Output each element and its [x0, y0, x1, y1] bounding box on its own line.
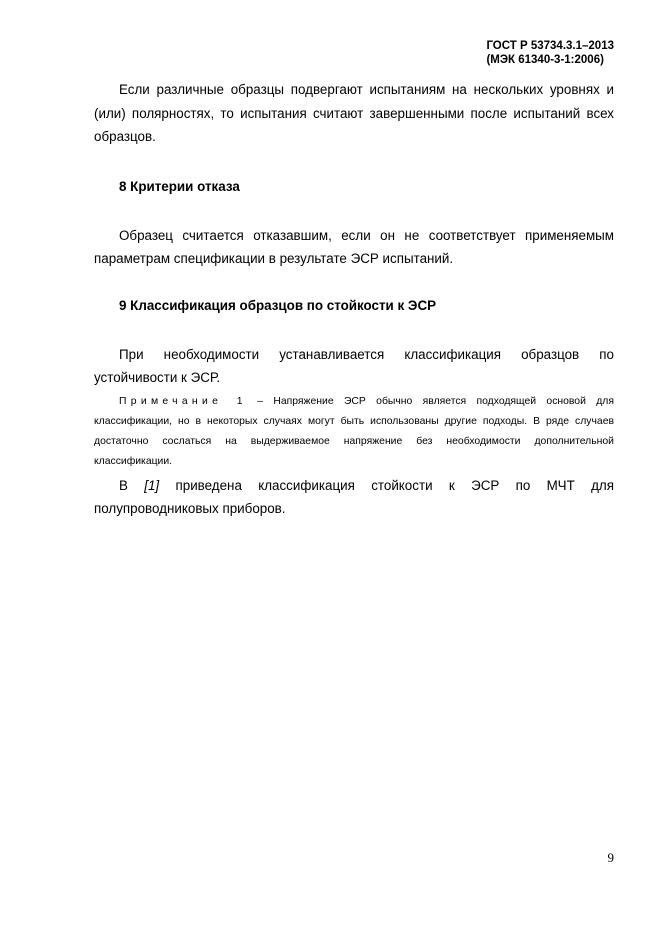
standard-equivalent: (МЭК 61340-3-1:2006) [486, 54, 604, 66]
paragraph-classification: При необходимости устанавливается классификация образцов по устойчивости к ЭСР. [94, 346, 614, 385]
note-label: Примечание 1 [119, 395, 247, 407]
paragraph-testing-completion: Если различные образцы подвергают испытаниям на нескольких уровнях и (или) полярностях, то испытания считают завершенными после испытаний всех образцов. [94, 82, 614, 144]
section-heading-failure-criteria: 8 Критерии отказа [119, 178, 240, 194]
paragraph-failure-definition: Образец считается отказавшим, если он не соответствует применяемым параметрам спецификации в результате ЭСР испытаний. [94, 227, 614, 266]
reference-lead: В [119, 477, 145, 493]
bibliography-reference-link[interactable]: [1] [144, 477, 160, 493]
reference-tail: приведена классификация стойкости к ЭСР по МЧТ для полупроводниковых приборов. [94, 477, 614, 516]
standard-number: ГОСТ Р 53734.3.1–2013 [486, 40, 614, 52]
note-text: – Напряжение ЭСР обычно является подходящей основой для классификации, но в некоторых случаях могут быть использованы другие подходы. В ряде случаев достаточно сослаться на выдерживаемое напряжение без необходимости дополнительной классификации. [94, 395, 614, 467]
document-body [94, 78, 614, 521]
document-header [486, 39, 614, 67]
section-heading-classification: 9 Классификация образцов по стойкости к ЭСР [119, 297, 437, 313]
page-number: 9 [607, 850, 614, 865]
note-1 [94, 392, 614, 472]
paragraph-reference [94, 474, 614, 521]
